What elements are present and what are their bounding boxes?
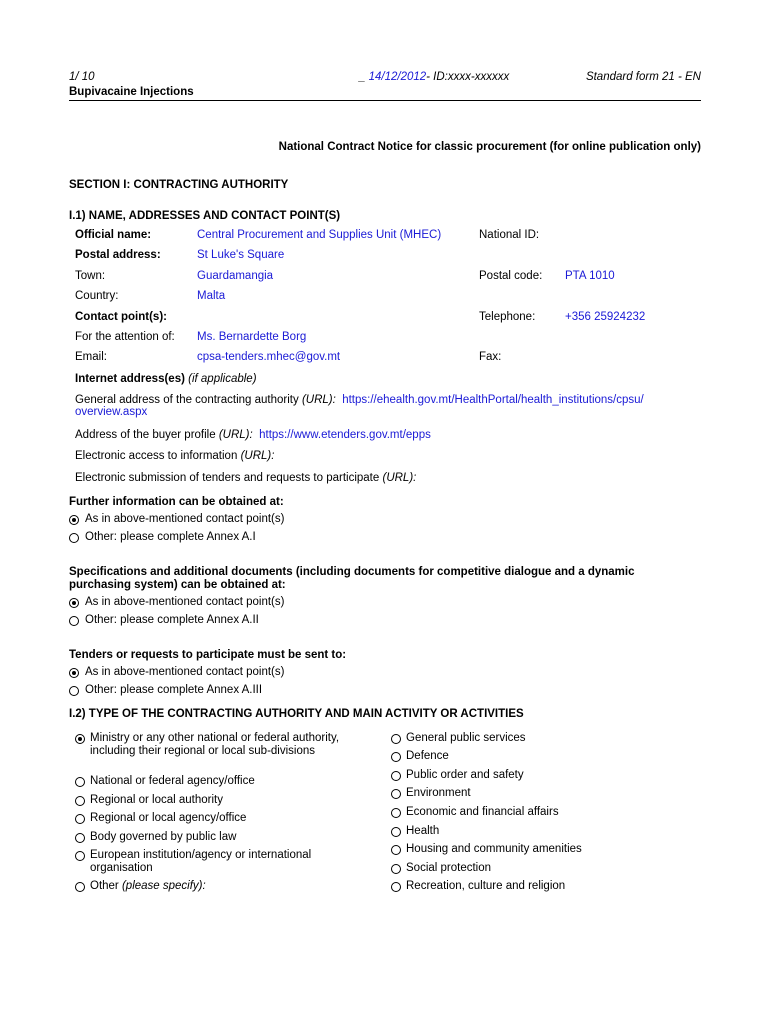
country-label: Country: [75, 290, 119, 302]
specs-other-radio[interactable] [69, 616, 79, 626]
general-address-link[interactable]: https://ehealth.gov.mt/HealthPortal/health_institutions/cpsu/ [342, 394, 644, 406]
activity-health-radio[interactable] [391, 827, 401, 837]
activity-economic-radio[interactable] [391, 808, 401, 818]
general-address-line: General address of the contracting authority (URL): https://ehealth.gov.mt/HealthPortal/health_institutions/cpsu/ [75, 394, 644, 406]
header-id: - ID:xxxx-xxxxxx [426, 71, 510, 83]
activity-public-order-label: Public order and safety [406, 769, 524, 781]
form-name: Standard form 21 - EN [585, 71, 701, 83]
activity-recreation-radio[interactable] [391, 882, 401, 892]
further-info-other-radio[interactable] [69, 533, 79, 543]
postal-address-value: St Luke's Square [197, 249, 285, 261]
postal-code-label: Postal code: [479, 270, 543, 282]
town-label: Town: [75, 270, 106, 282]
telephone-value: +356 25924232 [565, 311, 646, 323]
further-info-other-label: Other: please complete Annex A.I [85, 531, 256, 543]
authority-public-law-radio[interactable] [75, 833, 85, 843]
authority-regional-authority-radio[interactable] [75, 796, 85, 806]
authority-ministry-label: Ministry or any other national or federal authority, including their regional or local sub-divisions [90, 732, 340, 757]
authority-ministry-radio[interactable] [75, 734, 85, 744]
tenders-above-radio[interactable] [69, 668, 79, 678]
activity-recreation-label: Recreation, culture and religion [406, 880, 566, 892]
internet-addresses: Internet address(es) (if applicable) [75, 373, 257, 385]
page-number: 1/ 10 [69, 71, 95, 83]
activity-defence-label: Defence [406, 750, 449, 762]
postal-address-label: Postal address: [75, 249, 161, 261]
postal-code-value: PTA 1010 [565, 270, 615, 282]
email-label: Email: [75, 351, 107, 363]
header-divider [69, 100, 701, 101]
subsection-heading-i1: I.1) NAME, ADDRESSES AND CONTACT POINT(S) [69, 210, 341, 222]
tenders-other-label: Other: please complete Annex A.III [85, 684, 263, 696]
activity-health-label: Health [406, 825, 440, 837]
activity-environment-radio[interactable] [391, 789, 401, 799]
authority-regional-agency-radio[interactable] [75, 814, 85, 824]
activity-general-public-radio[interactable] [391, 734, 401, 744]
activity-housing-label: Housing and community amenities [406, 843, 582, 855]
official-name-value: Central Procurement and Supplies Unit (MHEC) [197, 229, 442, 241]
electronic-submission-line: Electronic submission of tenders and requests to participate (URL): [75, 472, 417, 484]
tenders-above-label: As in above-mentioned contact point(s) [85, 666, 285, 678]
activity-housing-radio[interactable] [391, 845, 401, 855]
authority-other-label: Other (please specify): [90, 880, 206, 892]
activity-economic-label: Economic and financial affairs [406, 806, 559, 818]
header-date: 14/12/2012 [368, 71, 427, 83]
authority-regional-agency-label: Regional or local agency/office [90, 812, 247, 824]
further-info-above-radio[interactable] [69, 515, 79, 525]
specs-other-label: Other: please complete Annex A.II [85, 614, 259, 626]
buyer-profile-line: Address of the buyer profile (URL): https://www.etenders.gov.mt/epps [75, 429, 431, 441]
electronic-access-line: Electronic access to information (URL): [75, 450, 275, 462]
tenders-heading: Tenders or requests to participate must be sent to: [69, 649, 347, 661]
activity-general-public-label: General public services [406, 732, 526, 744]
specs-above-radio[interactable] [69, 598, 79, 608]
specs-above-label: As in above-mentioned contact point(s) [85, 596, 285, 608]
telephone-label: Telephone: [479, 311, 536, 323]
tenders-other-radio[interactable] [69, 686, 79, 696]
specs-heading-2: purchasing system) can be obtained at: [69, 579, 286, 591]
further-info-heading: Further information can be obtained at: [69, 496, 284, 508]
email-value: cpsa-tenders.mhec@gov.mt [197, 351, 341, 363]
general-address-link-cont[interactable]: overview.aspx [75, 406, 148, 418]
section-heading: SECTION I: CONTRACTING AUTHORITY [69, 179, 289, 191]
fax-label: Fax: [479, 351, 502, 363]
authority-other-radio[interactable] [75, 882, 85, 892]
activity-social-label: Social protection [406, 862, 492, 874]
authority-european-label: European institution/agency or international organisation [90, 849, 312, 874]
specs-heading-1: Specifications and additional documents (including documents for competitive dialogue and a dynamic [69, 566, 635, 578]
official-name-label: Official name: [75, 229, 152, 241]
contact-points-label: Contact point(s): [75, 311, 167, 323]
buyer-profile-link[interactable]: https://www.etenders.gov.mt/epps [259, 429, 431, 441]
activity-defence-radio[interactable] [391, 752, 401, 762]
further-info-above-label: As in above-mentioned contact point(s) [85, 513, 285, 525]
national-id-label: National ID: [479, 229, 540, 241]
attention-label: For the attention of: [75, 331, 175, 343]
notice-title: National Contract Notice for classic procurement (for online publication only) [278, 141, 701, 153]
activity-public-order-radio[interactable] [391, 771, 401, 781]
activity-environment-label: Environment [406, 787, 471, 799]
document-title: Bupivacaine Injections [69, 86, 194, 98]
authority-national-agency-radio[interactable] [75, 777, 85, 787]
country-value: Malta [197, 290, 226, 302]
activity-social-radio[interactable] [391, 864, 401, 874]
attention-value: Ms. Bernardette Borg [197, 331, 307, 343]
subsection-heading-i2: I.2) TYPE OF THE CONTRACTING AUTHORITY AND MAIN ACTIVITY OR ACTIVITIES [69, 708, 524, 720]
header-date-id: _ 14/12/2012- ID:xxxx-xxxxxx [359, 71, 510, 83]
town-value: Guardamangia [197, 270, 274, 282]
authority-public-law-label: Body governed by public law [90, 831, 237, 843]
authority-national-agency-label: National or federal agency/office [90, 775, 255, 787]
authority-regional-authority-label: Regional or local authority [90, 794, 223, 806]
authority-european-radio[interactable] [75, 851, 85, 861]
